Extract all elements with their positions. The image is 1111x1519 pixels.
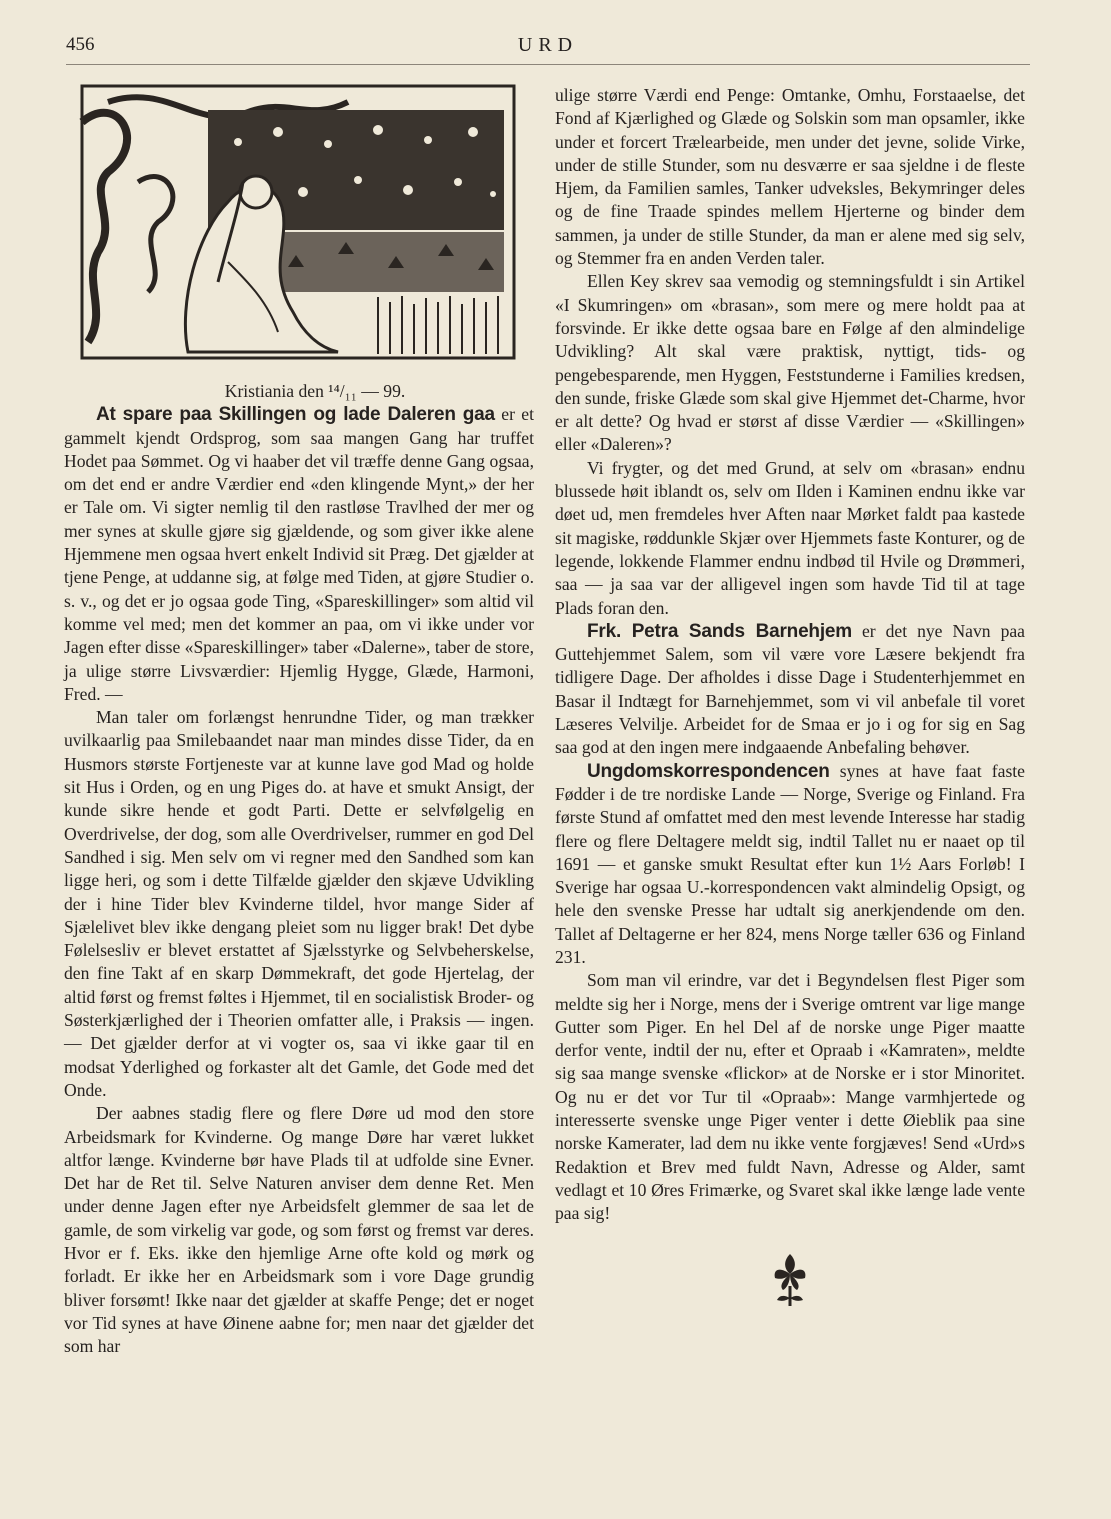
paragraph-text: Vi frygter, og det med Grund, at selv om «brasan» endnu blussede høit iblandt os, selv om Ilden i Kaminen endnu ikke var døet ud, men fremdeles hver Aften naar Mørket faldt paa kastede sit magiske, røddunkle Skjær over Hjemmets faste Konturer, og de legende, lokkende Flammer endnu indbød til Hvile og Drømmeri, saa — ja saa var der alligevel ingen som havde Tid til at tage Plads foran den. <box>555 457 1025 618</box>
paragraph-text: er et gammelt kjendt Ordsprog, som saa mangen Gang har truffet Hodet paa Sømmet. Og vi haaber det vil træffe denne Gang ogsaa, om det end er andre Værdier end «den klingende Mynt,» der her er Tale om. Vi sigter nemlig til den rastløse Travlhed der mer og mer synes at skulle gjøre sig gjældende, og som giver ikke alene Hjemmene men ogsaa hvert enkelt Individ sit Præg. Det gjælder at tjene Penge, at uddanne sig, at følge med Tiden, at gjøre Studier o. s. v., og det er jo ogsaa gode Ting, «Spareskillinger» som altid vil komme vel med; men det kommer an paa, om vi ikke under vor Jagen efter disse «Spareskillinger» taber «Dalerne», taber de store, ja ulige større Livsværdier: Hjemlig Hygge, Glæde, Harmoni, Fred. — <box>64 404 534 704</box>
journal-title: URD <box>517 34 579 56</box>
paragraph-text: Som man vil erindre, var det i Begyndelsen flest Piger som meldte sig her i Norge, mens der i Sverige omtrent var lige mange Gutter som Piger. En hel Del af de norske unge Piger maatte derfor vente, indtil der nu, efter et Opraab i «Kamraten», meldte sig saa mange svenske «flickor» at de Norske er i stor Minoritet. Og nu er det vor Tur til «Opraab»: Mange varmhjertede og interesserte svenske unge Piger venter i dette Øieblik paa sine norske Kamerater, lad dem nu ikke vente forgjæves! Send «Urd»s Redaktion et Brev med fuldt Navn, Adresse og Alder, samt vedlagt et 10 Øres Frimærke, og Svaret skal ikke længe lade vente paa sig! <box>555 970 1025 1224</box>
flower-ornament-icon <box>769 1250 811 1310</box>
woodcut-illustration <box>78 82 518 362</box>
right-column <box>555 84 1025 1310</box>
paragraph <box>64 1102 534 1358</box>
paragraph-text: er det nye Navn paa Guttehjemmet Salem, som vil være vore Læsere bekjendt fra tidligere Dage. Der afholdes i disse Dage i Studenterhjemmet en Basar il Indtægt for Barnehjemmet, som vi vil anbefale til voret Læseres Velvilje. Arbeidet for de Smaa er jo i og for sig en Sag saa god at den ingen mere indgaaende Anbefaling behøver. <box>555 620 1025 758</box>
paragraph-lead: Frk. Petra Sands Barnehjem <box>587 620 852 642</box>
page-number: 456 <box>66 34 95 55</box>
left-column <box>64 82 534 1358</box>
paragraph-lead: At spare paa Skillingen og lade Daleren gaa <box>96 404 495 426</box>
paragraph <box>555 84 1025 270</box>
paragraph <box>555 270 1025 456</box>
page-header <box>66 34 1030 64</box>
paragraph <box>555 969 1025 1225</box>
paragraph-text: Ellen Key skrev saa vemodig og stemningsfuldt i sin Artikel «I Skumringen» om «brasan», som mere og mere holdt paa at forsvinde. Er ikke dette ogsaa bare en Følge af den almindelige Udvikling? Alt skal være praktisk, nyttigt, tids- og pengebesparende, men Hyggen, Feststunderne i Families kredsen, den sunde, friske Glæde som skal give Hjemmet det-Charme, hvor er alt dette? Og hvad er størst af disse Værdier — «Skillingen» eller «Daleren»? <box>555 271 1025 455</box>
paragraph-text: ulige større Værdi end Penge: Omtanke, Omhu, Forstaaelse, det Fond af Kjærlighed og Glæde og Solskin som man opsamler, ikke under et forcert Trælearbeide, men under det jevne, solide Virke, under de stille Stunder, som nu desværre er saa sjeldne i de fleste Hjem, da Familien samles, Tanker udveksles, Bekymringer deles og de fine Traade spindes mellem Hjerterne og binder dem sammen, ja under de stille Stunder, da man er alene med sig selv, og Stemmer fra en anden Verden taler. <box>555 85 1025 269</box>
paragraph <box>555 760 1025 970</box>
paragraph-text: Man taler om forlængst henrundne Tider, og man trækker uvilkaarlig paa Smilebaandet naar man mindes disse Tider, da en Husmors største Fortjeneste var at kunne lave god Mad og holde sit Hus i Orden, og en ung Piges do. at have et smukt Ansigt, der kunde sikre hende et godt Parti. Dette er selvfølgelig en Overdrivelse, der dog, som alle Overdrivelser, rummer en god Del Sandhed i sig. Men selv om vi regner med den Sandhed som kan ligge heri, og som i dette Tilfælde gjælder den skjæve Udvikling der i hine Tider blev Kvinderne tildel, hvor mange Sider af Sjælelivet blev ikke dengang pleiet som nu ligger brak! Det dybe Følelsesliv er blevet erstattet af Sjælsstyrke og Selvbeherskelse, den fine Takt af en skarp Dømmekraft, det gode Hjertelag, der altid først og fremst føltes i Hjemmet, til en socialistisk Broder- og Søsterkjærlighed der i Theorien omfatter alle, i Praksis — ingen. — Det gjælder derfor at vi vogter os, saa vi ikke gaar til en modsat Yderlighed og forkaster alt det Gamle, det Gode med det Onde. <box>64 707 534 1100</box>
paragraph <box>555 620 1025 760</box>
paragraph-text: synes at have faat faste Fødder i de tre nordiske Lande — Norge, Sverige og Finland. Fra første Stund af omfattet med den mest levende Interesse har stadig flere og flere Deltagere meldt sig, indtil Tallet nu er naaet op til 1691 — et ganske smukt Resultat efter kun 1½ Aars Forløb! I Sverige har ogsaa U.-korrespondencen vakt almindelig Opsigt, og hele den svenske Presse har udtalt sig anerkjendende om den. Tallet af Deltagerne er her 824, mens Norge tæller 636 og Finland 231. <box>555 760 1025 967</box>
paragraph-text: Der aabnes stadig flere og flere Døre ud mod den store Arbeidsmark for Kvinderne. Og mange Døre har været lukket altfor længe. Kvinderne bør have Plads til at udfolde sine Evner. Det har de Ret til. Selve Naturen anviser dem denne Ret. Men under denne Jagen efter nye Arbeidsfelt glemmer de saa let de gamle, de som virkelig var gode, og som først og fremst var deres. Hvor er f. Eks. ikke den hjemlige Arne ofte kold og mørk og forladt. Er ikke her en Arbeidsmark som i vore Dage grundig bliver forsømt! Ikke naar det gjælder at skaffe Penge; det er noget vor Tid synes at have Øinene aabne for; men naar det gjælder det som har <box>64 1103 534 1357</box>
paragraph <box>64 403 534 706</box>
paragraph <box>555 457 1025 620</box>
paragraph-lead: Ungdomskorrespondencen <box>587 760 830 782</box>
paragraph <box>64 706 534 1102</box>
dateline: Kristiania den ¹⁴/₁₁ — 99. <box>224 381 406 401</box>
header-rule <box>66 64 1030 65</box>
